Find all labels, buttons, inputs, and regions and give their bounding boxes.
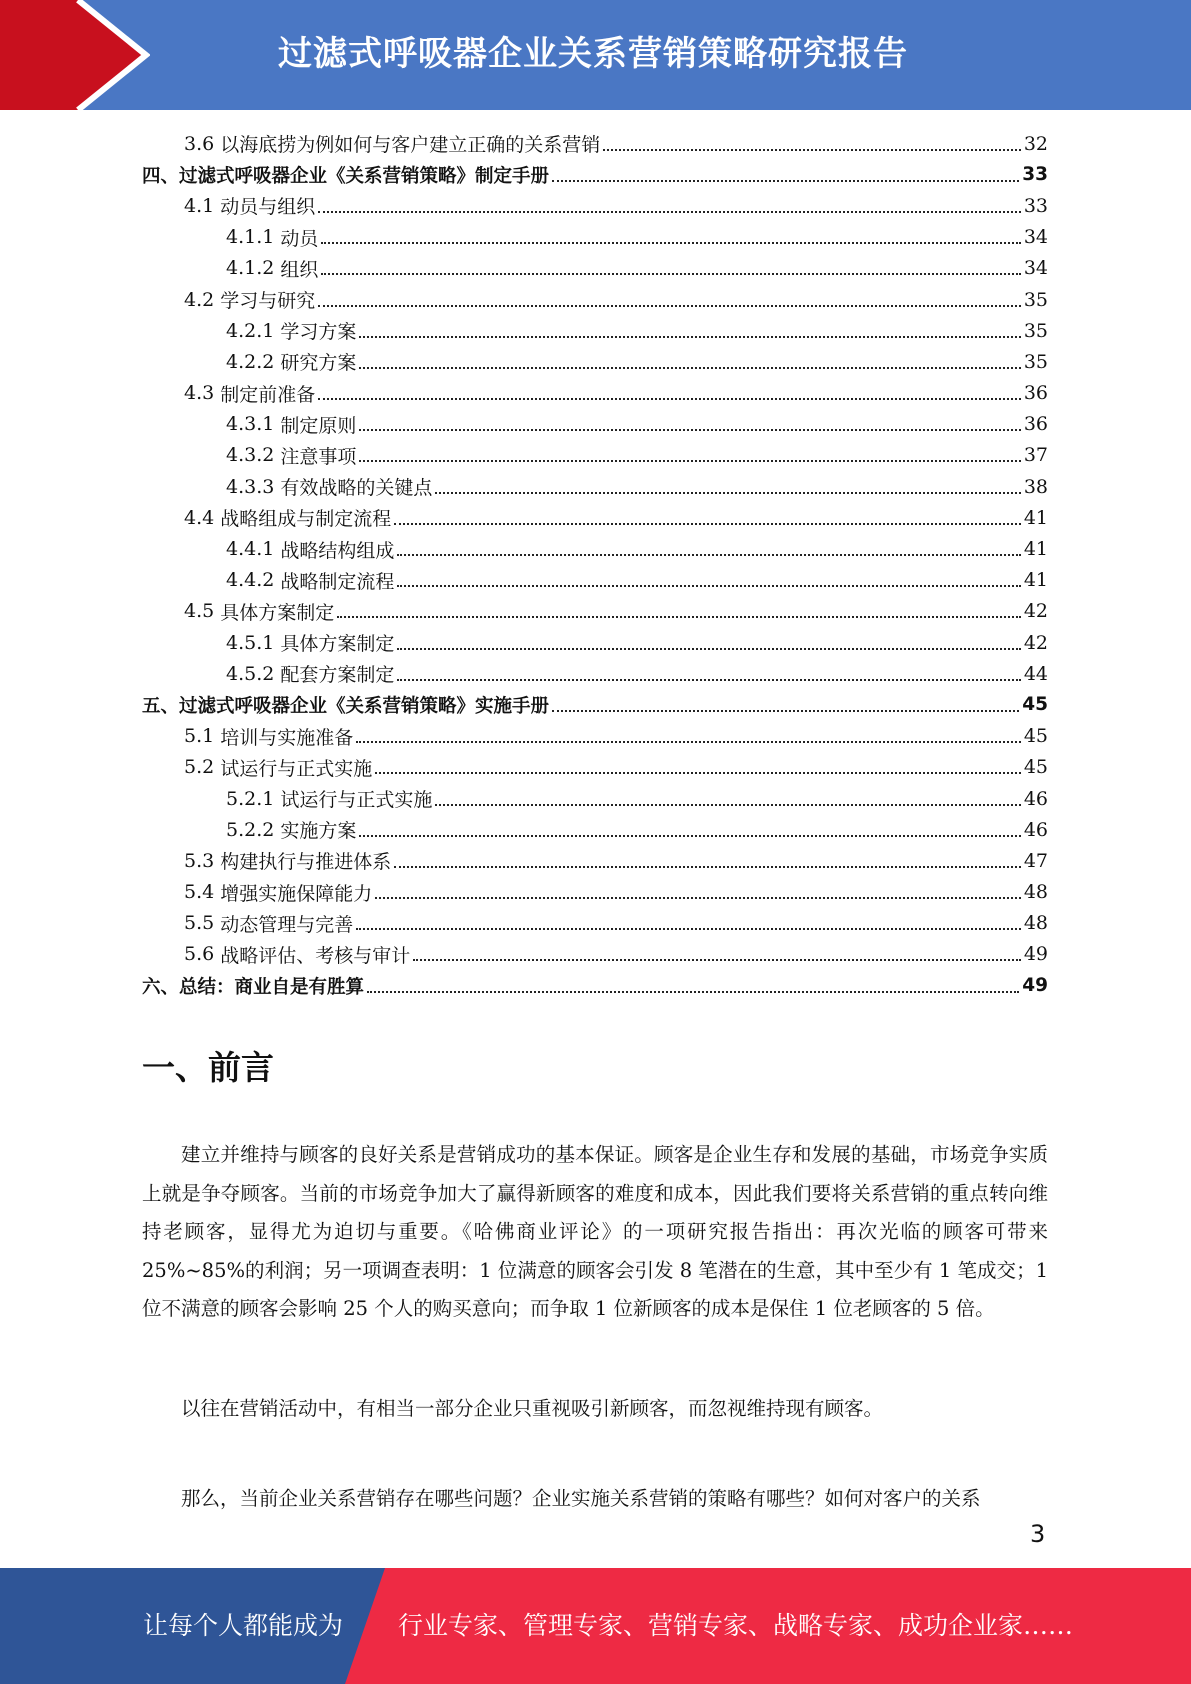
toc-entry-title: 有效战略的关键点: [280, 477, 433, 500]
toc-dot-leader: [375, 897, 1021, 899]
toc-entry-page: 33: [1022, 164, 1048, 186]
toc-entry[interactable]: [142, 471, 1048, 502]
toc-entry-page: 35: [1023, 288, 1048, 311]
toc-dot-leader: [359, 367, 1020, 369]
toc-entry[interactable]: [142, 908, 1048, 939]
toc-entry-title: 战略制定流程: [280, 570, 395, 593]
toc-entry-number: 4.5: [184, 600, 221, 623]
toc-dot-leader: [356, 741, 1021, 743]
toc-entry[interactable]: [142, 877, 1048, 908]
toc-dot-leader: [356, 928, 1021, 930]
toc-entry-number: 4.4: [184, 506, 221, 529]
toc-dot-leader: [367, 991, 1019, 993]
toc-entry-title: 培训与实施准备: [220, 726, 354, 749]
header-arrow-decoration: [0, 0, 150, 110]
toc-entry[interactable]: [142, 378, 1048, 409]
toc-entry-page: 36: [1023, 413, 1048, 436]
toc-dot-leader: [321, 273, 1020, 275]
toc-entry-number: 4.3.3: [226, 475, 281, 498]
toc-entry-number: 3.6: [184, 132, 221, 155]
toc-entry-page: 35: [1023, 319, 1048, 342]
toc-entry-page: 41: [1023, 569, 1048, 592]
toc-dot-leader: [552, 710, 1019, 712]
toc-entry[interactable]: [142, 190, 1048, 221]
toc-dot-leader: [397, 648, 1020, 650]
toc-dot-leader: [359, 336, 1020, 338]
paragraph-text: 建立并维持与顾客的良好关系是营销成功的基本保证。顾客是企业生存和发展的基础，市场竞争实质上就是争夺顾客。当前的市场竞争加大了赢得新顾客的难度和成本，因此我们要将关系营销的重点转向维持老顾客，显得尤为迫切与重要。《哈佛商业评论》的一项研究报告指出：再次光临的顾客可带来 25%~85%的利润；另一项调查表明：1 位满意的顾客会引发 8 笔潜在的生意，其中至少有 1 笔成交；1 位不满意的顾客会影响 25 个人的购买意向；而争取 1 位新顾客的成本是保住 1 位老顾客的 5 倍。: [142, 1143, 1048, 1321]
toc-entry-page: 45: [1023, 725, 1048, 748]
toc-entry-number: 4.1: [184, 194, 221, 217]
toc-dot-leader: [318, 211, 1021, 213]
toc-entry-title: 战略组成与制定流程: [220, 508, 392, 531]
toc-entry-title: 制定前准备: [220, 383, 316, 406]
toc-entry[interactable]: [142, 533, 1048, 564]
toc-dot-leader: [375, 772, 1021, 774]
toc-entry-title: 学习与研究: [220, 290, 316, 313]
toc-dot-leader: [397, 585, 1020, 587]
toc-dot-leader: [321, 242, 1020, 244]
paragraph-text: 那么，当前企业关系营销存在哪些问题？企业实施关系营销的策略有哪些？如何对客户的关系: [181, 1487, 981, 1510]
toc-dot-leader: [394, 866, 1021, 868]
toc-entry-page: 45: [1023, 756, 1048, 779]
toc-dot-leader: [359, 429, 1020, 431]
toc-entry-title: 以海底捞为例如何与客户建立正确的关系营销: [220, 134, 601, 157]
toc-entry-title: 动态管理与完善: [220, 913, 354, 936]
toc-entry-page: 41: [1023, 506, 1048, 529]
toc-entry-page: 42: [1023, 631, 1048, 654]
toc-entry[interactable]: [142, 658, 1048, 689]
toc-entry-number: 5.2: [184, 756, 221, 779]
toc-entry-title: 战略结构组成: [280, 539, 395, 562]
toc-entry[interactable]: [142, 409, 1048, 440]
toc-entry-page: 35: [1023, 350, 1048, 373]
toc-entry-number: 5.6: [184, 943, 221, 966]
toc-entry[interactable]: [142, 814, 1048, 845]
toc-entry-page: 49: [1022, 975, 1048, 997]
toc-entry-number: 4.3.1: [226, 413, 281, 436]
toc-entry-title: 研究方案: [280, 352, 357, 375]
toc-entry-page: 37: [1023, 444, 1048, 467]
toc-dot-leader: [318, 398, 1021, 400]
toc-entry-title: 制定原则: [280, 414, 357, 437]
toc-entry-number: 4.3: [184, 382, 221, 405]
toc-dot-leader: [397, 679, 1020, 681]
toc-entry-page: 38: [1023, 475, 1048, 498]
toc-entry-title: 六、总结：商业自是有胜算: [142, 976, 365, 998]
toc-dot-leader: [435, 492, 1020, 494]
toc-entry[interactable]: [142, 565, 1048, 596]
toc-dot-leader: [413, 959, 1021, 961]
toc-entry-number: 4.1.2: [226, 257, 281, 280]
toc-entry-number: 5.4: [184, 881, 221, 904]
toc-entry-page: 44: [1023, 662, 1048, 685]
toc-entry-title: 试运行与正式实施: [220, 757, 373, 780]
toc-dot-leader: [435, 804, 1020, 806]
table-of-contents: [142, 128, 1048, 1001]
toc-entry[interactable]: [142, 721, 1048, 752]
toc-dot-leader: [603, 149, 1021, 151]
toc-entry-number: 5.5: [184, 912, 221, 935]
toc-entry-page: 32: [1023, 132, 1048, 155]
toc-entry-page: 49: [1023, 943, 1048, 966]
toc-entry[interactable]: [142, 284, 1048, 315]
toc-entry-title: 注意事项: [280, 445, 357, 468]
section-heading: 一、前言: [142, 1048, 274, 1087]
toc-entry[interactable]: [142, 253, 1048, 284]
toc-entry-number: 5.2.2: [226, 818, 281, 841]
toc-dot-leader: [318, 305, 1021, 307]
toc-dot-leader: [394, 523, 1021, 525]
body-paragraph-2: [142, 1390, 1048, 1429]
toc-entry-title: 具体方案制定: [220, 601, 335, 624]
footer-slogan-right: 行业专家、管理专家、营销专家、战略专家、成功企业家……: [398, 1611, 1074, 1640]
toc-entry-number: 5.3: [184, 849, 221, 872]
body-paragraph-3: [142, 1480, 1048, 1519]
toc-entry-title: 增强实施保障能力: [220, 882, 373, 905]
body-paragraph-1: [142, 1136, 1048, 1329]
toc-entry-number: 4.2: [184, 288, 221, 311]
toc-entry-number: 4.5.2: [226, 662, 281, 685]
toc-entry-title: 动员与组织: [220, 196, 316, 219]
toc-entry-number: 5.2.1: [226, 787, 281, 810]
toc-entry[interactable]: [142, 783, 1048, 814]
page-header: [0, 0, 1191, 110]
toc-entry-title: 四、过滤式呼吸器企业《关系营销策略》制定手册: [142, 165, 550, 187]
toc-entry-number: 4.2.1: [226, 319, 281, 342]
page-footer: [0, 1568, 1191, 1684]
toc-entry-number: 4.4.2: [226, 569, 281, 592]
page-number: 3: [1030, 1520, 1046, 1548]
toc-entry-title: 试运行与正式实施: [280, 789, 433, 812]
toc-entry-page: 48: [1023, 912, 1048, 935]
toc-entry[interactable]: [142, 689, 1048, 720]
toc-entry[interactable]: [142, 627, 1048, 658]
toc-entry-title: 构建执行与推进体系: [220, 851, 392, 874]
toc-entry[interactable]: [142, 596, 1048, 627]
toc-entry[interactable]: [142, 970, 1048, 1001]
toc-dot-leader: [359, 835, 1020, 837]
toc-entry-title: 学习方案: [280, 321, 357, 344]
toc-entry[interactable]: [142, 939, 1048, 970]
toc-entry-page: 46: [1023, 787, 1048, 810]
toc-entry-number: 5.1: [184, 725, 221, 748]
toc-entry[interactable]: [142, 315, 1048, 346]
toc-entry-title: 动员: [280, 227, 319, 250]
toc-entry-number: 4.4.1: [226, 538, 281, 561]
toc-entry-number: 4.2.2: [226, 350, 281, 373]
toc-entry-number: 4.1.1: [226, 226, 281, 249]
toc-dot-leader: [337, 616, 1021, 618]
toc-entry-title: 配套方案制定: [280, 664, 395, 687]
toc-entry-page: 36: [1023, 382, 1048, 405]
toc-entry[interactable]: [142, 128, 1048, 159]
document-title: 过滤式呼吸器企业关系营销策略研究报告: [278, 34, 908, 74]
toc-entry[interactable]: [142, 159, 1048, 190]
toc-entry-number: 4.3.2: [226, 444, 281, 467]
toc-entry-page: 34: [1023, 257, 1048, 280]
toc-entry-title: 战略评估、考核与审计: [220, 944, 411, 967]
toc-entry-title: 具体方案制定: [280, 633, 395, 656]
toc-entry-title: 组织: [280, 258, 319, 281]
toc-entry-page: 41: [1023, 538, 1048, 561]
toc-entry-page: 42: [1023, 600, 1048, 623]
toc-entry-page: 46: [1023, 818, 1048, 841]
toc-entry[interactable]: [142, 346, 1048, 377]
toc-entry-page: 47: [1023, 849, 1048, 872]
toc-dot-leader: [552, 180, 1019, 182]
toc-entry-title: 实施方案: [280, 820, 357, 843]
toc-entry[interactable]: [142, 502, 1048, 533]
toc-entry-number: 4.5.1: [226, 631, 281, 654]
toc-entry[interactable]: [142, 222, 1048, 253]
toc-entry-page: 48: [1023, 881, 1048, 904]
toc-entry-page: 45: [1022, 694, 1048, 716]
toc-entry-page: 34: [1023, 226, 1048, 249]
toc-entry[interactable]: [142, 440, 1048, 471]
toc-entry[interactable]: [142, 752, 1048, 783]
toc-entry-title: 五、过滤式呼吸器企业《关系营销策略》实施手册: [142, 695, 550, 717]
footer-slogan-left: 让每个人都能成为: [143, 1611, 344, 1640]
toc-entry-page: 33: [1023, 194, 1048, 217]
paragraph-text: 以往在营销活动中，有相当一部分企业只重视吸引新顾客，而忽视维持现有顾客。: [181, 1397, 884, 1420]
toc-entry[interactable]: [142, 845, 1048, 876]
toc-dot-leader: [397, 554, 1020, 556]
toc-dot-leader: [359, 460, 1020, 462]
